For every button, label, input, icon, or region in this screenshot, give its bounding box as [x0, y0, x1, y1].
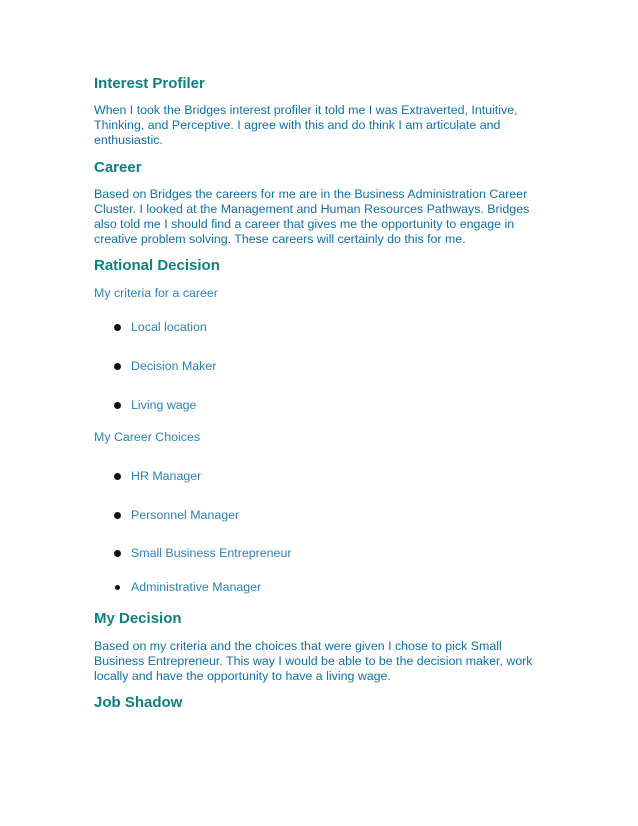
bullet-icon	[114, 550, 121, 557]
choices-list	[94, 469, 564, 595]
list-item: Living wage	[94, 398, 564, 413]
my-decision-paragraph: Based on my criteria and the choices that were given I chose to pick Small Business Entrepreneur. This way I would be able to be the decision maker, work locally and have the opportunity to have a living wage.	[94, 639, 533, 683]
bullet-icon	[114, 363, 121, 370]
list-item: Decision Maker	[94, 359, 564, 374]
list-item: Personnel Manager	[94, 508, 564, 523]
interest-profiler-paragraph: When I took the Bridges interest profiler it told me I was Extraverted, Intuitive, Thinking, and Perceptive. I agree with this and do think I am articulate and enthusiastic.	[94, 103, 518, 147]
criteria-label: My criteria for a career	[94, 286, 218, 300]
criteria-list	[94, 320, 564, 413]
list-item: Administrative Manager	[94, 580, 564, 595]
bullet-icon	[114, 324, 121, 331]
career-paragraph: Based on Bridges the careers for me are in the Business Administration Career Cluster. I looked at the Management and Human Resources Pathways. Bridges also told me I should find a career that gives me the opportunity to engage in creative problem solving. These careers will certainly do this for me.	[94, 187, 530, 246]
bullet-icon	[114, 473, 121, 480]
bullet-icon	[115, 585, 120, 590]
section-heading-career: Career	[94, 159, 142, 176]
list-item: Small Business Entrepreneur	[94, 546, 564, 561]
section-heading-rational-decision: Rational Decision	[94, 257, 220, 274]
bullet-icon	[114, 402, 121, 409]
section-heading-interest-profiler: Interest Profiler	[94, 75, 205, 92]
list-item: Local location	[94, 320, 564, 335]
bullet-icon	[114, 512, 121, 519]
list-item: HR Manager	[94, 469, 564, 484]
choices-label: My Career Choices	[94, 430, 201, 444]
section-heading-job-shadow: Job Shadow	[94, 694, 183, 711]
section-heading-my-decision: My Decision	[94, 610, 182, 627]
